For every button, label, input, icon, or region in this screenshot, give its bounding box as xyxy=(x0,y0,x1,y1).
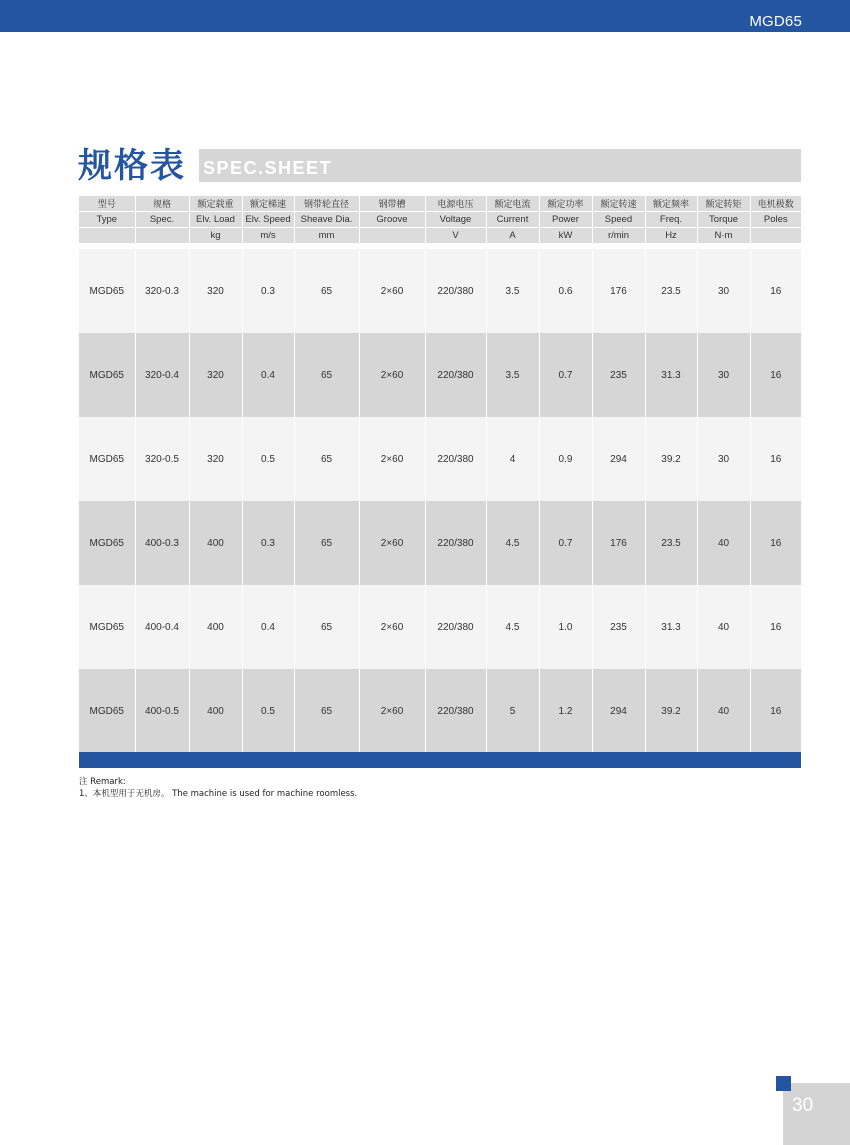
header-cell: Freq. xyxy=(645,212,697,228)
table-cell: 40 xyxy=(697,669,750,753)
table-cell: 220/380 xyxy=(425,249,486,333)
header-cell: r/min xyxy=(592,228,645,244)
header-cell: mm xyxy=(294,228,359,244)
table-cell: 220/380 xyxy=(425,333,486,417)
table-cell: 0.7 xyxy=(539,501,592,585)
header-row-en xyxy=(79,212,801,228)
table-cell: 65 xyxy=(294,585,359,669)
table-cell: 0.4 xyxy=(242,585,294,669)
header-cell xyxy=(135,228,189,244)
table-row xyxy=(79,501,801,585)
table-cell: 2×60 xyxy=(359,417,425,501)
header-cell: 额定转矩 xyxy=(697,196,750,212)
table-cell: MGD65 xyxy=(79,249,135,333)
table-cell: 0.3 xyxy=(242,249,294,333)
table-cell: 0.4 xyxy=(242,333,294,417)
header-cell xyxy=(750,228,801,244)
table-cell: 0.5 xyxy=(242,669,294,753)
table-cell: 31.3 xyxy=(645,333,697,417)
table-row xyxy=(79,333,801,417)
table-cell: MGD65 xyxy=(79,417,135,501)
page-number: 30 xyxy=(792,1095,814,1116)
table-cell: 176 xyxy=(592,501,645,585)
header-cell: 钢带轮直径 xyxy=(294,196,359,212)
table-cell: 3.5 xyxy=(486,249,539,333)
header-cell: 额定频率 xyxy=(645,196,697,212)
page-number-box xyxy=(783,1083,850,1145)
table-cell: 0.7 xyxy=(539,333,592,417)
remark xyxy=(79,776,357,800)
table-cell: 16 xyxy=(750,249,801,333)
table-cell: 400 xyxy=(189,501,242,585)
model-label: MGD65 xyxy=(749,13,802,30)
table-cell: 4.5 xyxy=(486,585,539,669)
header-row-cn xyxy=(79,196,801,212)
table-cell: 220/380 xyxy=(425,501,486,585)
table-cell: 65 xyxy=(294,249,359,333)
table-cell: 176 xyxy=(592,249,645,333)
header-cell: Torque xyxy=(697,212,750,228)
header-cell: Groove xyxy=(359,212,425,228)
header-cell: kW xyxy=(539,228,592,244)
header-cell: Power xyxy=(539,212,592,228)
table-cell: 16 xyxy=(750,585,801,669)
top-banner xyxy=(0,0,850,32)
table-row xyxy=(79,585,801,669)
table-cell: 220/380 xyxy=(425,585,486,669)
table-cell: 320 xyxy=(189,417,242,501)
header-cell: N·m xyxy=(697,228,750,244)
header-cell: Type xyxy=(79,212,135,228)
header-cell xyxy=(359,228,425,244)
table-cell: 39.2 xyxy=(645,669,697,753)
header-cell: kg xyxy=(189,228,242,244)
table-cell: 294 xyxy=(592,669,645,753)
table-row xyxy=(79,249,801,333)
header-row-units xyxy=(79,228,801,244)
header-cell: Spec. xyxy=(135,212,189,228)
table-cell: 65 xyxy=(294,669,359,753)
table-cell: 220/380 xyxy=(425,417,486,501)
table-cell: 65 xyxy=(294,417,359,501)
header-cell: 电源电压 xyxy=(425,196,486,212)
table-row xyxy=(79,669,801,753)
table-cell: 2×60 xyxy=(359,249,425,333)
header-cell: 型号 xyxy=(79,196,135,212)
header-cell: Poles xyxy=(750,212,801,228)
table-cell: 2×60 xyxy=(359,669,425,753)
page-title-cn: 规格表 xyxy=(78,146,186,186)
table-cell: 2×60 xyxy=(359,585,425,669)
table-cell: MGD65 xyxy=(79,333,135,417)
table-cell: 400-0.3 xyxy=(135,501,189,585)
table-row xyxy=(79,417,801,501)
table-cell: 320 xyxy=(189,333,242,417)
header-cell: 规格 xyxy=(135,196,189,212)
table-cell: 320-0.5 xyxy=(135,417,189,501)
header-cell: A xyxy=(486,228,539,244)
table-cell: 23.5 xyxy=(645,249,697,333)
table-cell: 1.2 xyxy=(539,669,592,753)
table-cell: 0.3 xyxy=(242,501,294,585)
header-cell: V xyxy=(425,228,486,244)
table-cell: 1.0 xyxy=(539,585,592,669)
table-cell: 0.5 xyxy=(242,417,294,501)
header-cell: Elv. Load xyxy=(189,212,242,228)
table-cell: 0.6 xyxy=(539,249,592,333)
title-band xyxy=(199,149,801,182)
table-cell: 400-0.4 xyxy=(135,585,189,669)
table-footer-bar xyxy=(79,752,801,768)
header-cell: 额定电流 xyxy=(486,196,539,212)
table-cell: 220/380 xyxy=(425,669,486,753)
table-cell: 400 xyxy=(189,669,242,753)
header-cell: 额定功率 xyxy=(539,196,592,212)
table-cell: 16 xyxy=(750,333,801,417)
table-cell: 16 xyxy=(750,669,801,753)
table-cell: 40 xyxy=(697,501,750,585)
table-cell: 400-0.5 xyxy=(135,669,189,753)
header-cell: Sheave Dia. xyxy=(294,212,359,228)
header-cell: m/s xyxy=(242,228,294,244)
table-cell: 2×60 xyxy=(359,501,425,585)
table-cell: 4.5 xyxy=(486,501,539,585)
table-cell: 30 xyxy=(697,333,750,417)
table-cell: 30 xyxy=(697,417,750,501)
table-cell: 40 xyxy=(697,585,750,669)
table-cell: 320-0.3 xyxy=(135,249,189,333)
table-cell: 3.5 xyxy=(486,333,539,417)
table-cell: 400 xyxy=(189,585,242,669)
table-cell: MGD65 xyxy=(79,501,135,585)
table-cell: 235 xyxy=(592,333,645,417)
header-cell: Speed xyxy=(592,212,645,228)
table-cell: 39.2 xyxy=(645,417,697,501)
remark-line: 1、本机型用于无机房。 The machine is used for machine roomless. xyxy=(79,789,358,799)
header-cell: 额定载重 xyxy=(189,196,242,212)
table-cell: 294 xyxy=(592,417,645,501)
remark-label: 注 Remark: xyxy=(79,777,126,787)
header-cell: Elv. Speed xyxy=(242,212,294,228)
table-cell: MGD65 xyxy=(79,669,135,753)
page-title-en: SPEC.SHEET xyxy=(203,158,333,178)
header-cell: 钢带槽 xyxy=(359,196,425,212)
header-cell: Hz xyxy=(645,228,697,244)
table-cell: 30 xyxy=(697,249,750,333)
table-cell: 65 xyxy=(294,333,359,417)
table-cell: 16 xyxy=(750,417,801,501)
header-cell: 电机极数 xyxy=(750,196,801,212)
table-cell: 4 xyxy=(486,417,539,501)
header-cell xyxy=(79,228,135,244)
table-cell: 5 xyxy=(486,669,539,753)
table-cell: 320-0.4 xyxy=(135,333,189,417)
table-cell: 65 xyxy=(294,501,359,585)
spec-table xyxy=(79,196,801,753)
table-cell: 31.3 xyxy=(645,585,697,669)
header-cell: Current xyxy=(486,212,539,228)
header-cell: Voltage xyxy=(425,212,486,228)
table-cell: MGD65 xyxy=(79,585,135,669)
table-cell: 16 xyxy=(750,501,801,585)
header-cell: 额定转速 xyxy=(592,196,645,212)
table-cell: 235 xyxy=(592,585,645,669)
table-cell: 2×60 xyxy=(359,333,425,417)
table-cell: 23.5 xyxy=(645,501,697,585)
page-marker xyxy=(776,1076,791,1091)
header-cell: 额定梯速 xyxy=(242,196,294,212)
table-cell: 0.9 xyxy=(539,417,592,501)
table-cell: 320 xyxy=(189,249,242,333)
